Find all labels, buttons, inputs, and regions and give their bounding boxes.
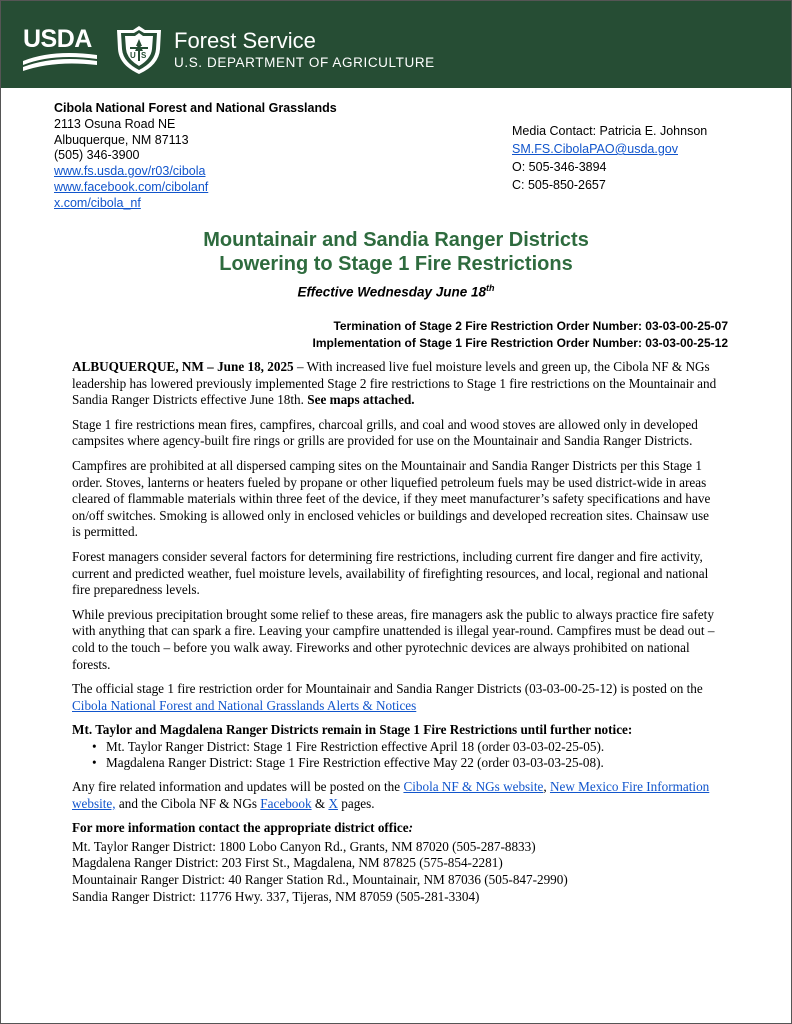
media-cell-phone: C: 505-850-2657 <box>512 178 606 192</box>
forest-service-title: Forest Service <box>174 28 316 53</box>
remain-heading-text: Mt. Taylor and Magdalena Ranger Districts remain in Stage 1 Fire Restrictions until further notice: <box>72 722 633 738</box>
paragraph-updates <box>72 779 720 812</box>
district-contacts-heading <box>72 820 720 837</box>
paragraph-stage1-meaning: Stage 1 fire restrictions mean fires, campfires, charcoal grills, and coal and wood stoves are allowed only in developed campsites where agency-built fire rings or grills are provided for use on the Mountainair and Sandia Ranger Districts. <box>72 416 698 449</box>
media-email-link[interactable]: SM.FS.CibolaPAO@usda.gov <box>512 142 678 156</box>
website-link[interactable]: www.fs.usda.gov/r03/cibola <box>54 164 206 179</box>
facebook-link[interactable]: www.facebook.com/cibolanf <box>54 179 209 194</box>
usda-department-subtitle: U.S. DEPARTMENT OF AGRICULTURE <box>174 55 435 70</box>
title-line-1: Mountainair and Sandia Ranger Districts <box>203 229 589 251</box>
termination-order: Termination of Stage 2 Fire Restriction Order Number: 03-03-00-25-07 <box>333 319 728 333</box>
svg-text:S: S <box>141 51 147 60</box>
title-line-2: Lowering to Stage 1 Fire Restrictions <box>219 253 573 275</box>
remain-heading <box>72 722 720 739</box>
x-page-link[interactable]: X <box>328 795 338 811</box>
official-order-text: The official stage 1 fire restriction order for Mountainair and Sandia Ranger Districts (03-03-00-25-12) is posted on the <box>72 681 703 697</box>
district-contact-row: Mountainair Ranger District: 40 Ranger Station Rd., Mountainair, NM 87036 (505-847-2990) <box>72 872 568 888</box>
updates-separator: , <box>543 779 550 795</box>
media-contact-block <box>512 122 707 194</box>
district-contact-row: Mt. Taylor Ranger District: 1800 Lobo Canyon Rd., Grants, NM 87020 (505-287-8833) <box>72 838 536 854</box>
paragraph-factors: Forest managers consider several factors for determining fire restrictions, including current fire danger and fire activity, current and predicted weather, fuel moisture levels, availability of firefighting resources, and local, regional and national fire preparedness levels. <box>72 548 709 598</box>
list-item: • Magdalena Ranger District: Stage 1 Fire Restriction effective May 22 (order 03-03-03-25-08). <box>106 755 720 772</box>
updates-text: Any fire related information and updates will be posted on the <box>72 779 404 795</box>
effective-date-text: Effective Wednesday June 18 <box>297 284 487 300</box>
updates-text-4: pages. <box>337 795 375 811</box>
nm-fire-info-link[interactable]: New Mexico Fire Information website, <box>72 779 710 811</box>
dateline: ALBUQUERQUE, NM – June 18, 2025 <box>72 359 294 374</box>
order-numbers <box>313 318 728 352</box>
effective-date <box>0 283 792 300</box>
usda-logo-text: USDA <box>23 25 92 53</box>
implementation-order: Implementation of Stage 1 Fire Restriction Order Number: 03-03-00-25-12 <box>312 336 728 350</box>
facebook-page-link[interactable]: Facebook <box>260 795 312 811</box>
usda-swoosh-icon <box>23 25 97 73</box>
updates-text-3: & <box>311 795 329 811</box>
district-heading-colon: : <box>408 820 413 836</box>
cibola-website-link[interactable]: Cibola NF & NGs website <box>403 779 544 795</box>
lead-text: – With increased live fuel moisture levels and green up, the Cibola NF & NGs leadership has lowered previously implemented Stage 2 fire restrictions to Stage 1 fire restrictions on the Mountainair and Sandia Ranger Districts effective June 18th. <box>72 359 717 408</box>
usda-logo <box>23 25 97 73</box>
alerts-notices-link[interactable]: Cibola National Forest and National Grasslands Alerts & Notices <box>72 697 417 713</box>
office-name: Cibola National Forest and National Grasslands <box>54 101 337 115</box>
office-address-line2: Albuquerque, NM 87113 <box>54 132 189 147</box>
maps-attached-note: See maps attached. <box>307 392 415 408</box>
paragraph-lead <box>72 359 720 409</box>
effective-date-suffix: th <box>486 283 495 293</box>
paragraph-fire-safety: While previous precipitation brought some relief to these areas, fire managers ask the public to always practice fire safety with anything that can spark a fire. Leaving your campfire unattended is illegal year-round. Campfires must be dead out – cold to the touch – before you walk away. Fireworks and other pyrotechnic devices are always prohibited on national forests. <box>72 606 715 672</box>
list-item: • Mt. Taylor Ranger District: Stage 1 Fire Restriction effective April 18 (order 03-03-02-25-05). <box>106 739 720 756</box>
x-link[interactable]: x.com/cibola_nf <box>54 195 141 210</box>
district-heading-text: For more information contact the appropriate district office <box>72 820 409 836</box>
svg-text:U: U <box>130 51 136 60</box>
remain-list <box>72 739 720 772</box>
paragraph-campfires: Campfires are prohibited at all dispersed camping sites on the Mountainair and Sandia Ranger Districts per this Stage 1 order. Stoves, lanterns or heaters fueled by propane or other liquefied petroleum fuels may be used district-wide in areas cleared of flammable materials within three feet of the device, if they meet manufacturer’s safety specifications and have on/off switches. Smoking is allowed only in enclosed vehicles or buildings and developed recreation sites. Chainsaw use is permitted. <box>72 457 711 540</box>
media-contact-name: Media Contact: Patricia E. Johnson <box>512 124 708 138</box>
office-contact-block <box>54 101 337 212</box>
office-phone: (505) 346-3900 <box>54 148 140 163</box>
header-banner <box>1 1 791 88</box>
district-contact-row: Sandia Ranger District: 11776 Hwy. 337, Tijeras, NM 87059 (505-281-3304) <box>72 888 480 904</box>
paragraph-official-order <box>72 681 720 714</box>
press-release-body <box>72 359 720 905</box>
updates-text-2: and the Cibola NF & NGs <box>115 795 261 811</box>
media-office-phone: O: 505-346-3894 <box>512 160 607 174</box>
district-contact-row: Magdalena Ranger District: 203 First St., Magdalena, NM 87825 (575-854-2281) <box>72 855 503 871</box>
forest-service-shield-icon <box>115 25 163 75</box>
press-release-title <box>0 228 792 276</box>
office-address-line1: 2113 Osuna Road NE <box>54 116 176 131</box>
